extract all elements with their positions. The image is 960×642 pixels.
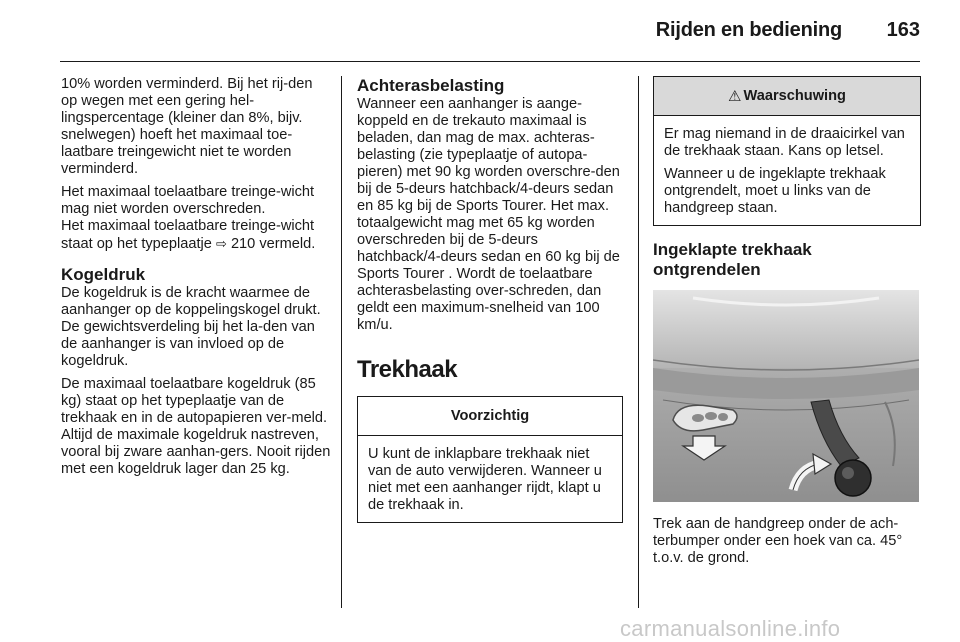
page-reference-link[interactable] [216, 236, 255, 252]
header-divider [60, 61, 920, 62]
column-divider-2 [638, 76, 639, 608]
column-2 [357, 76, 623, 523]
tow-hitch-illustration [653, 290, 919, 502]
section-heading-trekhaak: Trekhaak [357, 356, 458, 383]
section-heading-kogeldruk: Kogeldruk [61, 265, 146, 284]
page-reference-number: 210 [230, 236, 256, 252]
page-reference-icon: ⇨ [215, 236, 227, 251]
warning-text: Wanneer u de ingeklapte trekhaak ontgrendelt, moet u links van de handgreep staan. [664, 166, 886, 216]
warning-text: Er mag niemand in de draaicirkel van de trekhaak staan. Kans op letsel. [664, 126, 905, 159]
page-header [0, 0, 960, 64]
section-heading-ontgrendelen: Ingeklapte trekhaak ontgrendelen [653, 240, 812, 279]
caution-body [358, 436, 622, 522]
paragraph: Het maximaal toelaatbare treinge-wicht mag niet worden overschreden. [61, 184, 315, 217]
paragraph: 10% worden verminderd. Bij het rij-den op wegen met een gering hel-lingspercentage (kleiner dan 8%, bijv. snelwegen) hoeft het maximaal toe-laatbare treingewicht niet te worden verminderd. [61, 76, 313, 177]
page-number: 163 [886, 19, 920, 41]
warning-title: Waarschuwing [743, 87, 846, 104]
warning-triangle-icon: ⚠ [728, 87, 742, 105]
caution-text: U kunt de inklapbare trekhaak niet van de auto verwijderen. Wanneer u niet met een aanhanger rijdt, klapt u de trekhaak in. [368, 446, 602, 513]
paragraph-text: vermeld. [255, 236, 316, 252]
paragraph: De kogeldruk is de kracht waarmee de aanhanger op de koppelingskogel drukt. De gewichtsverdeling bij het la-den van de aanhanger is van invloed op de kogeldruk. [61, 285, 321, 369]
column-divider-1 [341, 76, 342, 608]
page-title: Rijden en bediening [655, 19, 842, 41]
paragraph [61, 218, 331, 253]
caution-title: Voorzichtig [358, 397, 622, 436]
watermark: carmanualsonline.info [620, 616, 841, 641]
paragraph: De maximaal toelaatbare kogeldruk (85 kg) staat op het typeplaatje van de trekhaak en in de autopapieren ver-meld. Altijd de maximale kogeldruk nastreven, vooral bij zware aanhan-gers. Nooit rijden met een kogeldruk lager dan 25 kg. [61, 376, 331, 477]
column-3 [653, 76, 921, 573]
section-heading-achterasbelasting: Achterasbelasting [357, 76, 505, 95]
column-1 [61, 76, 331, 484]
paragraph-text: Het maximaal toelaatbare treinge-wicht staat op het typeplaatje [61, 218, 315, 252]
caution-box [357, 396, 623, 523]
paragraph: Wanneer een aanhanger is aange-koppeld en de trekauto maximaal is beladen, dan mag de max. achteras-belasting (zie typeplaatje of autopa-pieren) met 90 kg worden overschre-den bij de 5-deurs hatchback/4-deurs sedan en 85 kg bij de Sports Tourer. Het max. totaalgewicht mag met 65 kg worden overschreden bij de 5-deurs hatchback/4-deurs sedan en 60 kg bij de Sports Tourer . Wordt de toelaatbare achterasbelasting over-schreden, dan geldt een maximum-snelheid van 100 km/u. [357, 96, 620, 333]
warning-box [653, 76, 921, 226]
warning-header [654, 77, 920, 116]
warning-body [654, 116, 920, 225]
figure-caption: Trek aan de handgreep onder de ach-terbumper onder een hoek van ca. 45° t.o.v. de grond. [653, 516, 903, 566]
